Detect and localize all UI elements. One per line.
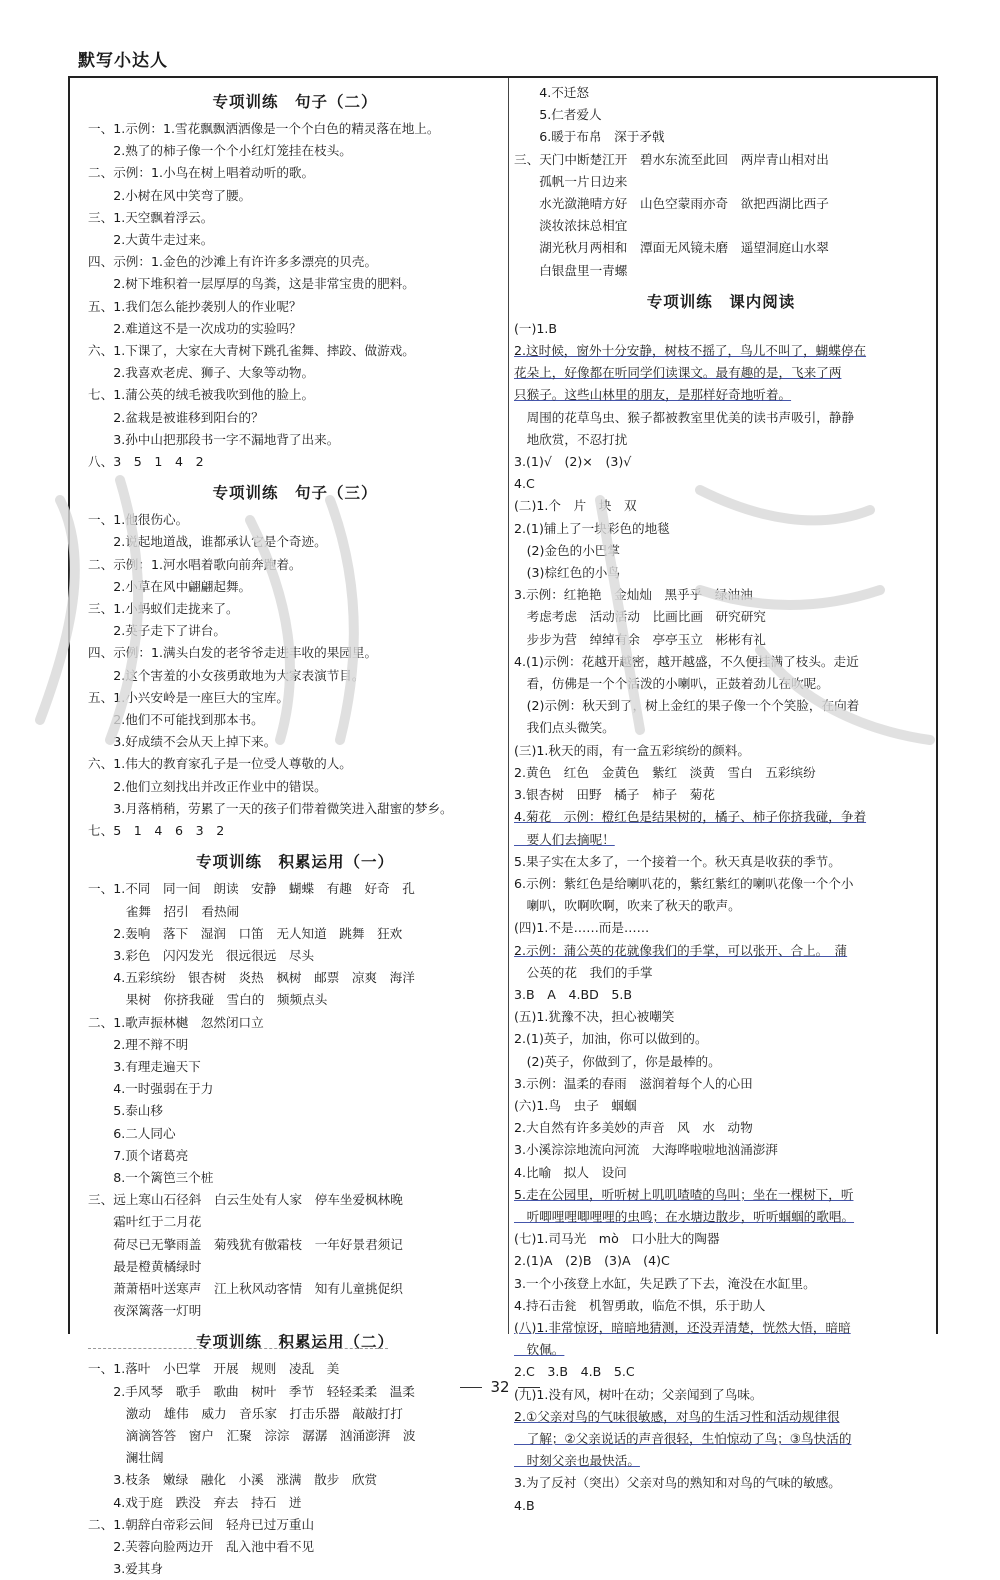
answer-line: 3.银杏树 田野 橘子 柿子 菊花 [514,787,715,803]
answer-line: 五、1.我们怎么能抄袭别人的作业呢？ [88,298,302,314]
answer-line: 4.戏于庭 跌没 弃去 持石 迸 [88,1494,302,1510]
answer-line: 4.菊花 示例：橙红色是结果树的，橘子、柿子你挤我碰，争着 [514,809,867,825]
answer-line: 2.难道这不是一次成功的实验吗？ [88,320,302,336]
answer-line: 四、示例：1.满头白发的老爷爷走进丰收的果园里。 [88,645,378,661]
answer-line: 三、1.天空飘着浮云。 [88,209,214,225]
answer-line: 2.小草在风中翩翩起舞。 [88,578,252,594]
answer-line: 2.这时候，窗外十分安静，树枝不摇了，鸟儿不叫了，蝴蝶停在 [514,343,867,359]
answer-line: 4.持石击瓮 机智勇敢，临危不惧，乐于助人 [514,1297,766,1313]
answer-line: (九)1.没有风，树叶在动；父亲闻到了鸟味。 [514,1386,763,1402]
answer-line: 2.C 3.B 4.B 5.C [514,1364,635,1380]
answer-line: 喇叭，吹啊吹啊，吹来了秋天的歌声。 [514,898,741,914]
answer-line: 2.手风琴 歌手 歌曲 树叶 季节 轻轻柔柔 温柔 [88,1383,415,1399]
answer-line: 只猴子。这些山林里的朋友，是那样好奇地听着。 [514,387,792,403]
answer-line: 2.(1)铺上了一块彩色的地毯 [514,520,670,536]
answer-line: 地欣赏，不忍打扰 [514,431,628,447]
answer-line: 3.好成绩不会从天上掉下来。 [88,734,277,750]
answer-line: 2.盆栽是被谁移到阳台的？ [88,409,264,425]
answer-line: 一、1.他很伤心。 [88,512,189,528]
answer-line: 3.彩色 闪闪发光 很远很远 尽头 [88,947,315,963]
answer-line: 2.说起地道战，谁都承认它是个奇迹。 [88,534,327,550]
answer-line: 钦佩。 [514,1342,565,1358]
section-heading: 专项训练 积累运用（二） [195,1333,394,1352]
answer-line: 2.英子走下了讲台。 [88,623,226,639]
left-column [88,82,502,1580]
answer-line: 2.大自然有许多美妙的声音 风 水 动物 [514,1120,753,1136]
section-heading: 专项训练 积累运用（一） [195,853,394,872]
answer-line: 2.轰响 落下 湿润 口笛 无人知道 跳舞 狂欢 [88,925,403,941]
answer-line: 五、1.小兴安岭是一座巨大的宝库。 [88,689,289,705]
right-dash [518,1387,540,1388]
answer-line: 2.①父亲对鸟的气味很敏感，对鸟的生活习性和活动规律很 [514,1408,840,1424]
answer-line: (2)示例：秋天到了，树上金红的果子像一个个笑脸，在向着 [514,698,860,714]
answer-line: (二)1.个 片 块 双 [514,498,637,514]
answer-line: (2)金色的小巴掌 [514,542,620,558]
answer-line: 3.为了反衬（突出）父亲对鸟的熟知和对鸟的气味的敏感。 [514,1475,841,1491]
answer-line: (一)1.B [514,320,558,336]
answer-line: 萧萧梧叶送寒声 江上秋风动客情 知有儿童挑促织 [88,1280,403,1296]
answer-line: 滴滴答答 窗户 汇聚 淙淙 潺潺 汹涌澎湃 波 [88,1427,416,1443]
answer-line: 5.果子实在太多了，一个接着一个。秋天真是收获的季节。 [514,853,841,869]
answer-line: 6.示例：紫红色是给喇叭花的，紫红紫红的喇叭花像一个个小 [514,875,854,891]
answer-line: 夜深篱落一灯明 [88,1303,202,1319]
answer-line: 澜壮阔 [88,1450,164,1466]
answer-line: 六、1.下课了，大家在大青树下跳孔雀舞、摔跤、做游戏。 [88,343,415,359]
answer-line: 8.一个篱笆三个桩 [88,1169,214,1185]
page-number: 32 [490,1378,510,1396]
right-column [514,82,928,1517]
answer-line: 白银盘里一青螺 [514,262,628,278]
answer-line: 激动 雄伟 威力 音乐家 打击乐器 敲敲打打 [88,1405,403,1421]
answer-line: 霜叶红于二月花 [88,1214,202,1230]
answer-line: 2.(1)英子，加油，你可以做到的。 [514,1031,708,1047]
answer-line: 6.暖于布帛 深于矛戟 [514,129,665,145]
answer-line: 荷尽已无擎雨盖 菊残犹有傲霜枝 一年好景君须记 [88,1236,403,1252]
answer-line: 七、1.蒲公英的绒毛被我吹到他的脸上。 [88,387,315,403]
answer-line: 一、1.落叶 小巴掌 开展 规则 凌乱 美 [88,1361,340,1377]
answer-line: (三)1.秋天的雨，有一盒五彩缤纷的颜料。 [514,742,750,758]
answer-line: 三、远上寒山石径斜 白云生处有人家 停车坐爱枫林晚 [88,1192,403,1208]
answer-line: 淡妆浓抹总相宜 [514,218,628,234]
answer-line: 七、5 1 4 6 3 2 [88,823,225,839]
answer-line: 周围的花草鸟虫、猴子都被教室里优美的读书声吸引，静静 [514,409,855,425]
answer-line: 步步为营 绰绰有余 亭亭玉立 彬彬有礼 [514,631,766,647]
left-dash [460,1387,482,1388]
answer-line: 了解；②父亲说话的声音很轻，生怕惊动了鸟；③鸟快活的 [514,1430,852,1446]
answer-line: 公英的花 我们的手掌 [514,964,653,980]
answer-line: 6.二人同心 [88,1125,176,1141]
answer-line: 2.他们立刻找出并改正作业中的错误。 [88,778,327,794]
answer-line: 四、示例：1.金色的沙滩上有许许多多漂亮的贝壳。 [88,254,378,270]
answer-line: 二、1.歌声振林樾 忽然闭口立 [88,1014,264,1030]
answer-line: 4.不迁怒 [514,85,589,100]
answer-line: 3.一个小孩登上水缸，失足跌了下去，淹没在水缸里。 [514,1275,816,1291]
answer-line: 3.(1)√ (2)× (3)√ [514,454,632,470]
answer-line: 5.泰山移 [88,1103,163,1119]
answer-line: 3.孙中山把那段书一字不漏地背了出来。 [88,431,340,447]
answer-line: 要人们去摘呢！ [514,831,615,847]
answer-line: 湖光秋月两相和 潭面无风镜未磨 遥望洞庭山水翠 [514,240,829,256]
answer-line: (五)1.犹豫不决，担心被嘲笑 [514,1009,675,1025]
column-divider [508,78,509,1334]
answer-line: 2.理不辩不明 [88,1036,189,1052]
answer-line: (2)英子，你做到了，你是最棒的。 [514,1053,721,1069]
answer-line: 三、天门中断楚江开 碧水东流至此回 两岸青山相对出 [514,151,829,167]
answer-line: 4.一时强弱在于力 [88,1081,214,1097]
answer-line: 一、1.不同 同一间 朗读 安静 蝴蝶 有趣 好奇 孔 [88,881,415,897]
answer-line: 3.有理走遍天下 [88,1058,201,1074]
section-heading: 专项训练 课内阅读 [646,292,796,311]
answer-line: 2.这个害羞的小女孩勇敢地为大家表演节目。 [88,667,365,683]
answer-line: 4.(1)示例：花越开越密，越开越盛，不久便挂满了枝头。走近 [514,653,859,669]
answer-line: 2.芙蓉向脸两边开 乱入池中看不见 [88,1538,315,1554]
answer-line: 三、1.小蚂蚁们走拢来了。 [88,601,239,617]
brand-title: 默写小达人 [78,51,168,71]
answer-line: 最是橙黄橘绿时 [88,1258,202,1274]
answer-line: 4.比喻 拟人 设问 [514,1164,627,1180]
answer-line: 3.枝条 嫩绿 融化 小溪 涨满 散步 欣赏 [88,1472,378,1488]
section-heading: 专项训练 句子（三） [212,484,378,503]
answer-line: 2.大黄牛走过来。 [88,232,214,248]
answer-line: 2.熟了的柿子像一个个小红灯笼挂在枝头。 [88,143,352,159]
answer-line: (七)1.司马光 mò 口小肚大的陶器 [514,1231,720,1247]
answer-line: 3.示例：温柔的春雨 滋润着每个人的心田 [514,1075,753,1091]
answer-line: 4.C [514,476,535,492]
answer-line: 2.小树在风中笑弯了腰。 [88,187,252,203]
answer-line: 2.(1)A (2)B (3)A (4)C [514,1253,670,1269]
answer-line: 3.示例：红艳艳 金灿灿 黑乎乎 绿油油 [514,587,753,603]
answer-line: 5.仁者爱人 [514,107,602,123]
answer-line: 时刻父亲也最快活。 [514,1453,640,1469]
answer-line: 3.B A 4.BD 5.B [514,986,633,1002]
answer-line: 4.B [514,1497,535,1513]
answer-line: (六)1.鸟 虫子 蝈蝈 [514,1097,637,1113]
answer-line: 听唧哩哩唧哩哩的虫鸣；在水塘边散步，听听蝈蝈的歌唱。 [514,1208,855,1224]
answer-line: 4.五彩缤纷 银杏树 炎热 枫树 邮票 凉爽 海洋 [88,970,415,986]
answer-line: 一、1.示例：1.雪花飘飘洒洒像是一个个白色的精灵落在地上。 [88,121,440,136]
bottom-dotted-rule [88,1348,388,1349]
answer-line: 考虑考虑 活动活动 比画比画 研究研究 [514,609,766,625]
answer-line: 六、1.伟大的教育家孔子是一位受人尊敬的人。 [88,756,352,772]
answer-line: 2.我喜欢老虎、狮子、大象等动物。 [88,365,315,381]
section-heading: 专项训练 句子（二） [212,93,378,111]
answer-line: 看，仿佛是一个个活泼的小喇叭，正鼓着劲儿在吹呢。 [514,676,829,692]
answer-line: 3.小溪淙淙地流向河流 大海哗啦啦地汹涌澎湃 [514,1142,778,1158]
answer-line: 二、示例：1.小鸟在树上唱着动听的歌。 [88,165,315,181]
answer-line: 3.月落梢稍，劳累了一天的孩子们带着微笑进入甜蜜的梦乡。 [88,800,453,816]
answer-line: 2.示例：蒲公英的花就像我们的手掌，可以张开、合上。 蒲 [514,942,848,958]
answer-line: 2.他们不可能找到那本书。 [88,712,264,728]
answer-line: 雀舞 招引 看热闹 [88,903,240,919]
answer-line: 水光潋滟晴方好 山色空蒙雨亦奇 欲把西湖比西子 [514,196,829,212]
answer-line: 八、3 5 1 4 2 [88,454,204,470]
answer-line: 3.爱其身 [88,1561,163,1577]
page-number-footer [0,1378,1000,1396]
answer-line: (3)棕红色的小鸟 [514,565,620,581]
answer-line: 果树 你挤我碰 雪白的 频频点头 [88,992,328,1008]
answer-line: 2.树下堆积着一层厚厚的鸟粪，这是非常宝贵的肥料。 [88,276,415,292]
answer-line: 我们点头微笑。 [514,720,615,736]
answer-line: (四)1.不是……而是…… [514,920,650,936]
answer-line: 2.黄色 红色 金黄色 紫红 淡黄 雪白 五彩缤纷 [514,764,816,780]
answer-line: 花朵上，好像都在听同学们读课文。最有趣的是，飞来了两 [514,365,842,381]
answer-line: (八)1.非常惊讶，暗暗地猜测，还没弄清楚，恍然大悟，暗暗 [514,1319,851,1335]
answer-line: 7.顶个诸葛亮 [88,1147,189,1163]
answer-line: 5.走在公园里，听听树上叽叽喳喳的鸟叫；坐在一棵树下，听 [514,1186,854,1202]
answer-line: 二、1.朝辞白帝彩云间 轻舟已过万重山 [88,1516,315,1532]
answer-line: 二、示例：1.河水唱着歌向前奔跑着。 [88,556,302,572]
answer-line: 孤帆一片日边来 [514,173,628,189]
